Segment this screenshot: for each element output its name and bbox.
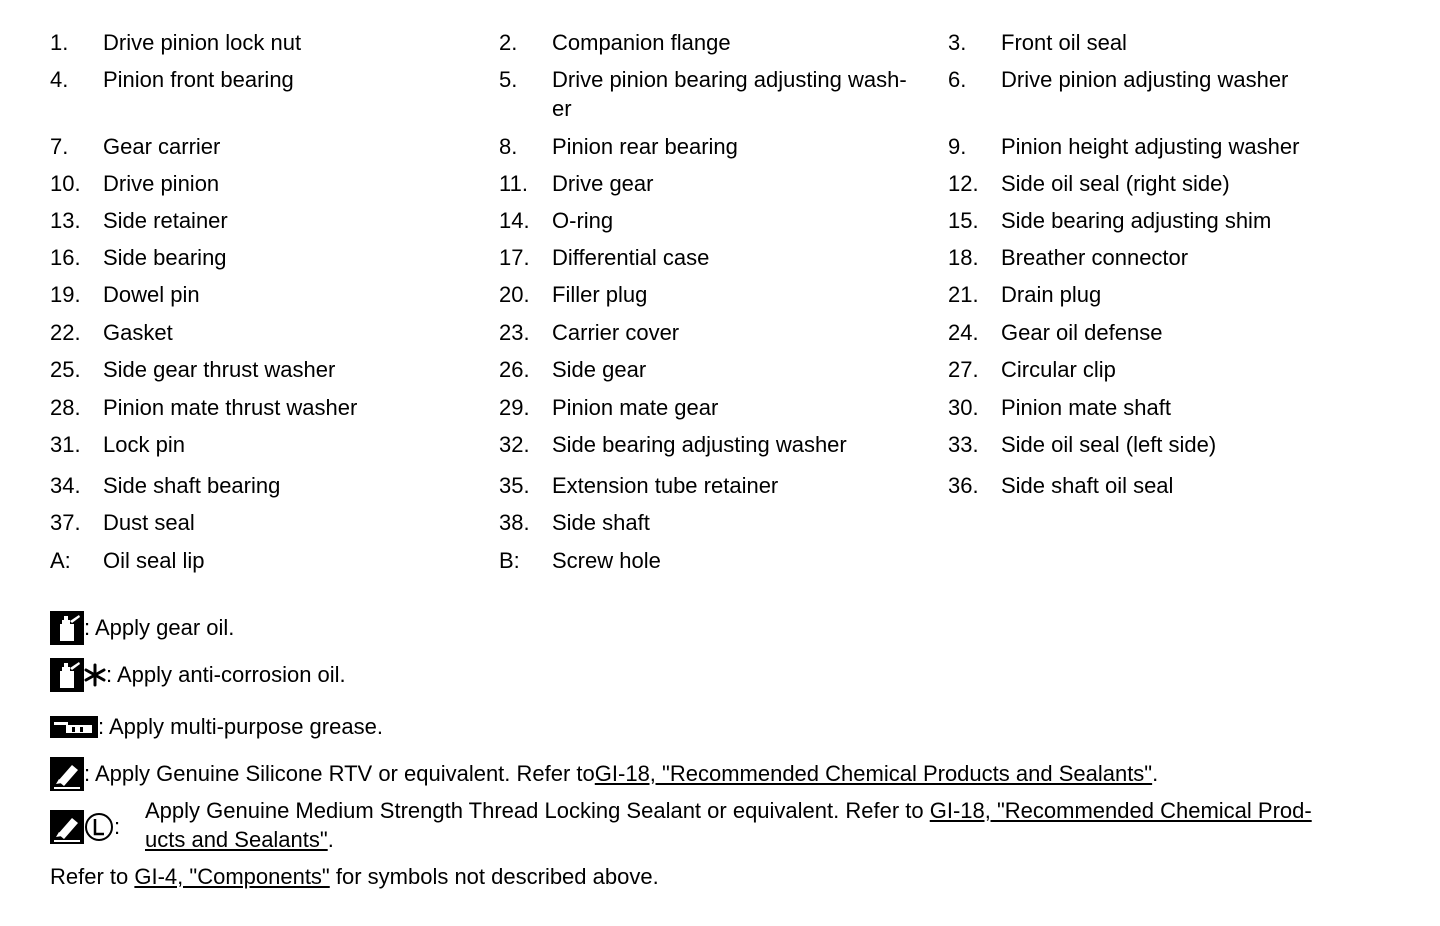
part-item xyxy=(50,430,499,459)
part-label: Side bearing adjusting shim xyxy=(1001,208,1272,233)
part-label: Side oil seal (left side) xyxy=(1001,432,1217,457)
part-number: 3. xyxy=(948,30,967,55)
part-number: 12. xyxy=(948,171,979,196)
part-number: 35. xyxy=(499,473,530,498)
sealant-tube-icon xyxy=(50,810,84,844)
legend-thread-lock-end: . xyxy=(327,827,334,852)
part-label: Drive pinion xyxy=(103,171,220,196)
circled-l-icon xyxy=(84,812,114,842)
part-label: Lock pin xyxy=(103,432,185,457)
parts-row xyxy=(50,355,1410,393)
part-number: 4. xyxy=(50,67,69,92)
part-item xyxy=(948,65,1388,94)
parts-row xyxy=(50,318,1410,355)
parts-row xyxy=(50,132,1410,169)
part-label: Screw hole xyxy=(552,548,661,573)
part-item xyxy=(948,393,1388,422)
part-item xyxy=(50,393,499,422)
part-number: 28. xyxy=(50,395,81,420)
part-label: Drain plug xyxy=(1001,282,1102,307)
part-number: 38. xyxy=(499,510,530,535)
part-item xyxy=(50,65,499,94)
parts-row xyxy=(50,508,1410,546)
part-number: 37. xyxy=(50,510,81,535)
thread-lock-text-block xyxy=(145,796,1410,854)
part-item xyxy=(50,355,499,384)
part-number: 23. xyxy=(499,320,530,345)
part-number: 11. xyxy=(499,171,528,196)
part-item xyxy=(499,169,948,198)
part-number: 5. xyxy=(499,67,518,92)
part-label: O-ring xyxy=(552,208,614,233)
rtv-reference-link[interactable]: GI-18, "Recommended Chemical Products and Sealants" xyxy=(594,761,1153,786)
parts-row xyxy=(50,28,1410,65)
part-item xyxy=(499,132,948,161)
part-number: 19. xyxy=(50,282,81,307)
part-number: A: xyxy=(50,548,71,573)
legend-rtv-end: . xyxy=(1152,761,1159,786)
sealant-tube-icon xyxy=(50,757,84,791)
legend-thread-lock-text: Apply Genuine Medium Strength Thread Locking Sealant or equivalent. Refer to xyxy=(145,798,930,823)
legend-grease-text: : Apply multi-purpose grease. xyxy=(98,714,383,739)
part-item xyxy=(50,132,499,161)
part-number: 27. xyxy=(948,357,979,382)
part-label: Oil seal lip xyxy=(103,548,205,573)
part-number: 24. xyxy=(948,320,979,345)
part-number: 10. xyxy=(50,171,81,196)
part-number: 20. xyxy=(499,282,530,307)
parts-list xyxy=(50,28,1410,583)
part-label: Side shaft oil seal xyxy=(1001,473,1174,498)
part-label: Drive gear xyxy=(552,171,654,196)
part-number: 26. xyxy=(499,357,530,382)
legend-rtv-text: : Apply Genuine Silicone RTV or equivalent. Refer to xyxy=(84,761,595,786)
part-item xyxy=(499,65,948,123)
part-number: 22. xyxy=(50,320,81,345)
thread-lock-symbols xyxy=(50,810,120,844)
part-number: 32. xyxy=(499,432,530,457)
part-number: 9. xyxy=(948,134,967,159)
part-item xyxy=(948,471,1388,500)
refer-note xyxy=(50,863,1410,891)
parts-row xyxy=(50,393,1410,430)
part-number: 6. xyxy=(948,67,967,92)
part-number: B: xyxy=(499,548,520,573)
parts-row xyxy=(50,65,1410,132)
legend-anti-corrosion xyxy=(50,658,1410,692)
part-label: Carrier cover xyxy=(552,320,680,345)
part-label: Side gear thrust washer xyxy=(103,357,336,382)
part-item xyxy=(499,355,948,384)
part-item xyxy=(50,206,499,235)
part-label: Gear oil defense xyxy=(1001,320,1163,345)
part-label: Drive pinion lock nut xyxy=(103,30,302,55)
refer-note-end: for symbols not described above. xyxy=(329,864,659,889)
part-item xyxy=(499,28,948,57)
part-item xyxy=(948,430,1388,459)
part-number: 30. xyxy=(948,395,979,420)
part-item xyxy=(50,169,499,198)
part-item xyxy=(50,243,499,272)
part-item xyxy=(499,280,948,309)
part-number: 34. xyxy=(50,473,81,498)
part-number: 31. xyxy=(50,432,81,457)
part-label: Filler plug xyxy=(552,282,648,307)
part-number: 25. xyxy=(50,357,81,382)
part-item xyxy=(50,471,499,500)
components-reference-link[interactable]: GI-4, "Components" xyxy=(134,864,330,889)
part-label: Breather connector xyxy=(1001,245,1189,270)
part-number: 29. xyxy=(499,395,530,420)
thread-lock-colon: : xyxy=(114,814,121,839)
parts-row xyxy=(50,471,1410,508)
part-item xyxy=(499,243,948,272)
part-label: Pinion mate gear xyxy=(552,395,719,420)
part-item xyxy=(948,28,1388,57)
legend-thread-lock xyxy=(50,796,1410,854)
part-number: 16. xyxy=(50,245,81,270)
part-label: Gasket xyxy=(103,320,173,345)
part-item xyxy=(50,508,499,537)
part-label: Side bearing xyxy=(103,245,227,270)
part-label: Differential case xyxy=(552,245,710,270)
part-item xyxy=(948,355,1388,384)
parts-row xyxy=(50,169,1410,206)
part-item xyxy=(50,318,499,347)
part-label: Drive pinion bearing adjusting wash- er xyxy=(552,67,907,121)
part-item xyxy=(499,546,948,575)
part-label: Pinion mate shaft xyxy=(1001,395,1171,420)
part-number: 21. xyxy=(948,282,979,307)
part-number: 17. xyxy=(499,245,530,270)
part-number: 8. xyxy=(499,134,518,159)
oil-can-icon xyxy=(50,658,84,692)
parts-row xyxy=(50,546,1410,583)
part-label: Side shaft bearing xyxy=(103,473,281,498)
part-item xyxy=(50,280,499,309)
part-label: Front oil seal xyxy=(1001,30,1127,55)
part-label: Side bearing adjusting washer xyxy=(552,432,847,457)
part-item xyxy=(50,28,499,57)
part-label: Dust seal xyxy=(103,510,195,535)
part-label: Pinion front bearing xyxy=(103,67,294,92)
part-number: 14. xyxy=(499,208,530,233)
part-item xyxy=(948,318,1388,347)
part-item xyxy=(499,393,948,422)
part-number: 1. xyxy=(50,30,69,55)
part-number: 2. xyxy=(499,30,518,55)
parts-row xyxy=(50,243,1410,280)
part-number: 7. xyxy=(50,134,69,159)
part-label: Circular clip xyxy=(1001,357,1116,382)
part-item xyxy=(50,546,499,575)
part-label: Dowel pin xyxy=(103,282,200,307)
part-item xyxy=(948,206,1388,235)
part-item xyxy=(499,471,948,500)
grease-gun-icon xyxy=(50,716,98,738)
legend-anti-corrosion-text: : Apply anti-corrosion oil. xyxy=(106,662,346,687)
part-item xyxy=(499,508,948,537)
part-label: Side retainer xyxy=(103,208,228,233)
part-number: 33. xyxy=(948,432,979,457)
refer-note-text: Refer to xyxy=(50,864,135,889)
part-number: 36. xyxy=(948,473,979,498)
part-label: Pinion mate thrust washer xyxy=(103,395,358,420)
part-label: Pinion rear bearing xyxy=(552,134,738,159)
part-item xyxy=(948,169,1388,198)
part-number: 18. xyxy=(948,245,979,270)
part-label: Drive pinion adjusting washer xyxy=(1001,67,1289,92)
part-label: Pinion height adjusting washer xyxy=(1001,134,1300,159)
legend-gear-oil-text: : Apply gear oil. xyxy=(84,615,235,640)
parts-row xyxy=(50,280,1410,318)
part-label: Side oil seal (right side) xyxy=(1001,171,1230,196)
part-item xyxy=(948,132,1388,161)
part-number: 13. xyxy=(50,208,81,233)
legend-grease xyxy=(50,713,1410,741)
parts-row xyxy=(50,430,1410,471)
part-label: Gear carrier xyxy=(103,134,221,159)
part-number: 15. xyxy=(948,208,979,233)
part-label: Side shaft xyxy=(552,510,650,535)
parts-row xyxy=(50,206,1410,243)
part-item xyxy=(499,206,948,235)
legend-gear-oil xyxy=(50,611,1410,645)
part-label: Extension tube retainer xyxy=(552,473,779,498)
part-label: Side gear xyxy=(552,357,647,382)
legend-rtv xyxy=(50,757,1410,791)
part-item xyxy=(499,318,948,347)
thread-lock-reference-link-cont[interactable]: ucts and Sealants" xyxy=(145,827,328,852)
part-item xyxy=(499,430,948,459)
part-item xyxy=(948,280,1388,309)
part-label: Companion flange xyxy=(552,30,731,55)
thread-lock-reference-link[interactable]: GI-18, "Recommended Chemical Prod- xyxy=(929,798,1312,823)
part-item xyxy=(948,243,1388,272)
asterisk-icon xyxy=(84,662,106,688)
oil-can-icon xyxy=(50,611,84,645)
